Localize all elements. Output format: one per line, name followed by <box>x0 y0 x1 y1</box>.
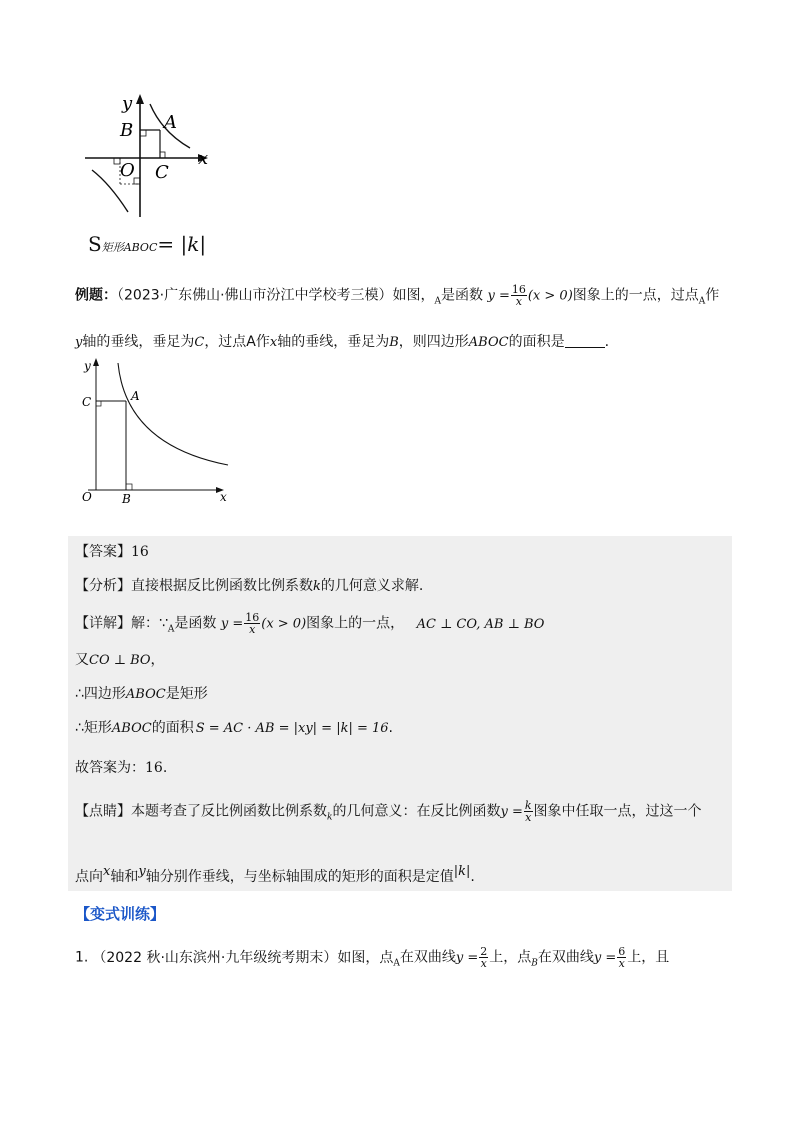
tip-absk: |k| <box>453 864 471 879</box>
detail-l4a: ∴矩形 <box>75 720 112 736</box>
detail-line-3 <box>75 684 208 705</box>
analysis-text-2: 的几何意义求解. <box>320 578 424 594</box>
analysis-line <box>75 576 423 597</box>
detail-line-2 <box>75 650 165 671</box>
example-text-1: 是函数 <box>441 287 484 304</box>
q1-f2-y: y = <box>593 950 617 966</box>
example-source: （2023·广东佛山·佛山市汾江中学校考三模）如图， <box>117 287 435 304</box>
fig1-label-x: x <box>198 148 209 169</box>
tip-x: x <box>103 864 111 879</box>
q1-text-1: 在双曲线 <box>399 949 456 966</box>
ex-b: ，过点A作 <box>204 334 270 350</box>
q1-fraction-1: $\frac{2}{x}$ <box>480 945 488 970</box>
example-line-2 <box>75 332 609 353</box>
detail-l4f: S = AC · AB = |xy| = |k| = 16 <box>195 721 389 736</box>
fig2-label-a: A <box>131 389 140 403</box>
fig1-label-y: y <box>122 93 133 114</box>
q1-text-4: 上，且 <box>627 949 670 966</box>
example-text-2: 图象上的一点，过点 <box>572 287 699 304</box>
tip-k: k <box>327 812 333 823</box>
answer-value: 16 <box>131 544 149 560</box>
detail-l5: 故答案为： <box>75 760 145 776</box>
analysis-label: 【分析】 <box>75 578 131 594</box>
detail-l4end: . <box>388 720 393 736</box>
ex-y: y <box>75 335 83 350</box>
ex-e: 的面积是 <box>508 334 565 350</box>
detail-l4b: 的面积 <box>151 720 194 736</box>
answer-label: 【答案】 <box>75 544 131 560</box>
fig2-label-b: B <box>122 492 131 505</box>
tip-line-2 <box>75 862 475 887</box>
tip-l2c: 轴分别作垂线，与坐标轴围成的矩形的面积是定值 <box>145 869 454 885</box>
q1-text-3: 在双曲线 <box>537 949 594 966</box>
q1-a: A <box>393 958 400 969</box>
fig2-label-c: C <box>82 395 92 409</box>
ex-x: x <box>269 335 278 350</box>
figure-hyperbola-rect <box>80 92 220 222</box>
example-fraction: $\frac{16}{x}$ <box>511 283 526 308</box>
detail-l4m: ABOC <box>111 721 152 736</box>
fig1-label-b: B <box>120 120 134 141</box>
ex-bpt: B <box>389 335 399 350</box>
detail-l3b: 是矩形 <box>165 686 208 702</box>
ex-c: C <box>194 335 205 350</box>
detail-a: A <box>167 624 175 635</box>
tip-text-2: 的几何意义：在反比例函数 <box>332 803 501 820</box>
detail-text-1: 解：∵ <box>131 615 168 632</box>
tip-l2b: 轴和 <box>110 869 139 885</box>
fig2-label-x: x <box>220 490 227 504</box>
detail-label: 【详解】 <box>75 615 131 632</box>
detail-l3a: ∴四边形 <box>75 686 126 702</box>
detail-l2m: CO ⊥ BO <box>89 653 151 668</box>
tip-func-y: y = <box>500 804 523 820</box>
detail-line-4 <box>75 718 393 739</box>
q1-num: 1. <box>75 949 89 966</box>
detail-line-1 <box>75 612 544 640</box>
formula-sub: 矩形ABOC <box>101 241 158 254</box>
detail-l3m: ABOC <box>125 687 166 702</box>
answer-line <box>75 542 149 562</box>
figure-example-graph <box>78 355 238 505</box>
detail-fraction: $\frac{16}{x}$ <box>245 611 260 636</box>
ex-end: . <box>604 334 610 350</box>
fig2-label-y: y <box>84 359 91 373</box>
tip-fraction: $\frac{k}{x}$ <box>524 799 532 824</box>
tip-line-1 <box>75 800 702 828</box>
example-text-3: 作 <box>705 287 720 304</box>
example-point-a: A <box>434 296 442 307</box>
example-prefix: 例题： <box>75 287 117 304</box>
fig2-label-o: O <box>82 490 92 504</box>
ex-c2: 轴的垂线，垂足为 <box>277 334 390 350</box>
ex-d: ，则四边形 <box>398 334 469 350</box>
example-point-a-2: A <box>698 296 706 307</box>
tip-text-1: 本题考查了反比例函数比例系数 <box>131 803 327 820</box>
q1-source: （2022 秋·山东滨州·九年级统考期末）如图，点 <box>92 949 394 966</box>
detail-func-y: y = <box>220 616 244 632</box>
fig1-label-a: A <box>164 112 177 133</box>
detail-l2a: 又 <box>75 652 89 668</box>
tip-l2a: 点向 <box>75 869 103 885</box>
detail-text-3: 图象上的一点， <box>306 615 405 632</box>
formula-s: S <box>88 232 102 256</box>
tip-text-3: 图象中任取一点，过这一个 <box>533 803 702 820</box>
detail-l2b: ， <box>150 652 165 668</box>
ex-a: 轴的垂线，垂足为 <box>82 334 195 350</box>
formula-eq: = |k| <box>157 232 207 256</box>
analysis-k: k <box>313 579 321 594</box>
fig1-label-c: C <box>155 162 169 183</box>
detail-l5v: 16 <box>145 760 163 776</box>
tip-label: 【点睛】 <box>75 803 131 820</box>
detail-perp: AC ⊥ CO, AB ⊥ BO <box>416 616 545 632</box>
q1-f1-y: y = <box>455 950 479 966</box>
q1-fraction-2: $\frac{6}{x}$ <box>618 945 626 970</box>
tip-l2end: . <box>470 869 475 885</box>
example-cond: (x > 0) <box>527 288 573 304</box>
q1-text-2: 上，点 <box>489 949 532 966</box>
detail-line-5 <box>75 758 167 778</box>
tip-y: y <box>138 864 146 879</box>
answer-blank <box>565 333 605 348</box>
detail-cond: (x > 0) <box>261 616 307 632</box>
q1-b: B <box>531 958 538 969</box>
area-formula <box>88 232 206 256</box>
example-line-1 <box>75 284 719 312</box>
detail-text-2: 是函数 <box>174 615 217 632</box>
example-func: y = <box>487 288 510 304</box>
fig1-label-o: O <box>120 160 135 181</box>
practice-title: 【变式训练】 <box>75 905 166 923</box>
detail-l5end: . <box>162 760 168 776</box>
analysis-text-1: 直接根据反比例函数比例系数 <box>131 578 313 594</box>
practice-q1 <box>75 946 669 974</box>
ex-quad: ABOC <box>468 335 509 350</box>
